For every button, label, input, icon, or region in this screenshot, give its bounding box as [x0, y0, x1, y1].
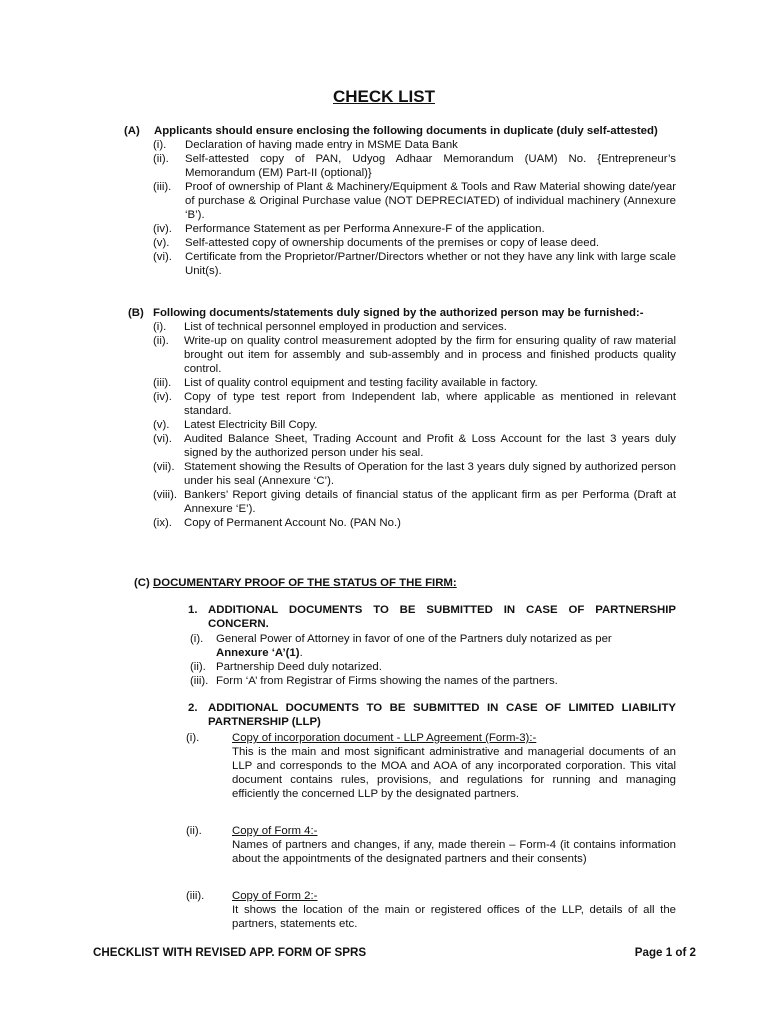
- llp-item-title: Copy of Form 2:-: [232, 890, 318, 902]
- list-item: (iv). Performance Statement as per Performa Annexure-F of the application.: [153, 223, 545, 235]
- section-a: [124, 124, 676, 278]
- llp-item-title: Copy of incorporation document - LLP Agreement (Form-3):-: [232, 732, 537, 744]
- section-b: [128, 306, 676, 530]
- llp-item-1: (i). Copy of incorporation document - LLP Agreement (Form-3):- This is the main and most significant administrative and managerial documents of an LLP and corresponds to the MOA and AOA of any incorporated corporation. This vital document contains rules, provisions, and regulations for running and managing efficiently the concerned LLP by the designated partners.: [186, 732, 676, 800]
- list-item: (iii). List of quality control equipment and testing facility available in factory.: [153, 377, 538, 389]
- footer-left: CHECKLIST WITH REVISED APP. FORM OF SPRS: [93, 946, 367, 959]
- list-item: (vi). Certificate from the Proprietor/Partner/Directors whether or not they have any link with large scale Unit(s).: [153, 251, 676, 277]
- list-item: (iii). Form ‘A’ from Registrar of Firms showing the names of the partners.: [190, 675, 558, 687]
- llp-item-2: (ii). Copy of Form 4:- Names of partners and changes, if any, made therein – Form-4 (it contains information about the appointments of the designated partners and their consents): [186, 825, 676, 865]
- section-c-heading: [134, 576, 674, 590]
- list-item: (i). Declaration of having made entry in MSME Data Bank: [153, 139, 458, 151]
- list-item: (i). General Power of Attorney in favor of one of the Partners duly notarized as per Annexure ‘A’(1).: [190, 633, 612, 659]
- list-item: (ii). Partnership Deed duly notarized.: [190, 661, 382, 673]
- section-b-heading-text: Following documents/statements duly signed by the authorized person may be furnished:-: [153, 307, 644, 319]
- section-a-list: [153, 138, 676, 278]
- list-item: (i). List of technical personnel employed in production and services.: [153, 321, 507, 333]
- section-b-heading: [128, 306, 676, 320]
- page-number: Page 1 of 2: [634, 946, 696, 959]
- list-item: (ii). Write-up on quality control measurement adopted by the firm for ensuring quality of raw material brought out item for assembly and sub-assembly and in process and finished products quality control.: [153, 335, 676, 375]
- list-item: (iv). Copy of type test report from Independent lab, where applicable as mentioned in relevant standard.: [153, 391, 676, 417]
- section-b-list: [153, 320, 676, 530]
- section-a-label: (A): [124, 125, 140, 137]
- section-c-heading-text: DOCUMENTARY PROOF OF THE STATUS OF THE FIRM:: [152, 577, 457, 589]
- page-title: CHECK LIST: [333, 87, 435, 106]
- llp-item-3: (iii). Copy of Form 2:- It shows the location of the main or registered offices of the LLP, details of all the partners, statements etc.: [186, 890, 676, 930]
- sub2-heading: 2. ADDITIONAL DOCUMENTS TO BE SUBMITTED IN CASE OF LIMITED LIABILITY PARTNERSHIP (LLP): [188, 702, 676, 728]
- section-c-label: (C): [134, 577, 150, 589]
- section-a-heading: [124, 124, 676, 138]
- section-c-sub1: [188, 603, 676, 631]
- llp-item-title: Copy of Form 4:-: [232, 825, 318, 837]
- list-item: (vi). Audited Balance Sheet, Trading Account and Profit & Loss Account for the last 3 years duly signed by the authorized person under his seal.: [153, 433, 676, 459]
- list-item: (vii). Statement showing the Results of Operation for the last 3 years duly signed by authorized person under his seal (Annexure ‘C’).: [153, 461, 676, 487]
- list-item: (viii). Bankers’ Report giving details of financial status of the applicant firm as per Performa (Draft at Annexure ‘E’).: [153, 489, 676, 515]
- section-c-sub2: [188, 701, 676, 729]
- section-c-sub1-list: [190, 632, 676, 688]
- list-item: (iii). Proof of ownership of Plant & Machinery/Equipment & Tools and Raw Material showing date/year of purchase & Original Purchase value (NOT DEPRECIATED) of individual machinery (Annexure ‘B’).: [153, 181, 676, 221]
- section-a-heading-text: Applicants should ensure enclosing the following documents in duplicate (duly self-attested): [154, 125, 658, 137]
- list-item: (v). Latest Electricity Bill Copy.: [153, 419, 318, 431]
- sub1-heading: 1. ADDITIONAL DOCUMENTS TO BE SUBMITTED IN CASE OF PARTNERSHIP CONCERN.: [188, 604, 676, 630]
- list-item: (ii). Self-attested copy of PAN, Udyog Adhaar Memorandum (UAM) No. {Entrepreneur’s Memorandum (EM) Part-II (optional)}: [153, 153, 676, 179]
- section-b-label: (B): [128, 307, 144, 319]
- list-item: (ix). Copy of Permanent Account No. (PAN No.): [153, 517, 401, 529]
- list-item: (v). Self-attested copy of ownership documents of the premises or copy of lease deed.: [153, 237, 600, 249]
